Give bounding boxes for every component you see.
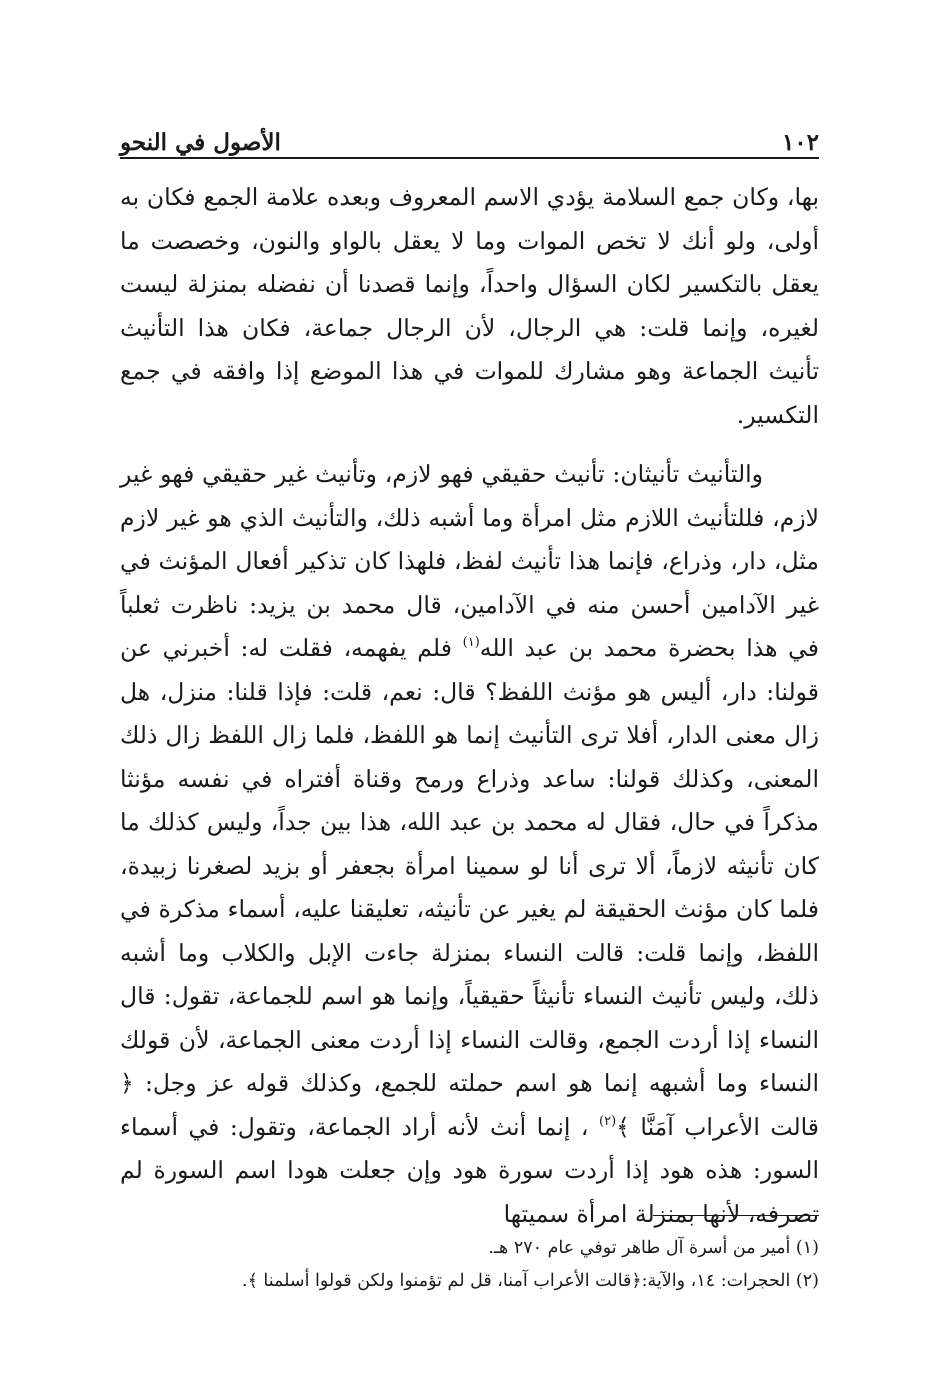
paragraph-2 — [120, 453, 819, 1236]
paragraph-2-part-1: والتأنيث تأنيثان: تأنيث حقيقي فهو لازم، وتأنيث غير حقيقي فهو غير لازم، فللتأنيث اللازم مثل امرأة وما أشبه ذلك، والتأنيث الذي هو غير لازم مثل، دار، وذراع، فإنما هذا تأنيث لفظ، فلهذا كان تذكير أفعال المؤنث في غير الآدامين أحسن منه في الآدامين، قال محمد بن يزيد: ناظرت ثعلباً في هذا بحضرة محمد بن عبد الله — [120, 460, 819, 662]
running-header — [120, 124, 819, 156]
header-divider — [120, 157, 819, 159]
paragraph-2-part-3: ، إنما أنث لأنه أراد الجماعة، وتقول: في أسماء السور: هذه هود إذا أردت سورة هود وإن جعلت هودا اسم السورة لم تصرفه، لأنها بمنزلة امرأة سميتها — [120, 1112, 819, 1228]
footnote-divider — [653, 1215, 819, 1216]
footnote-2: (٢) الحجرات: ١٤، والآية:﴿قالت الأعراب آمنا، قل لم تؤمنوا ولكن قولوا أسلمنا ﴾. — [242, 1271, 819, 1291]
paragraph-2-part-2: فلم يفهمه، فقلت له: أخبرني عن قولنا: دار، أليس هو مؤنث اللفظ؟ قال: نعم، قلت: فإذا قلنا: منزل، هل زال معنى الدار، أفلا ترى التأنيث إنما هو اللفظ، فلما زال اللفظ زال ذلك المعنى، وكذلك قولنا: ساعد وذراع ورمح وقناة أفتراه في نفسه مؤنثا مذكراً في حال، فقال له محمد بن عبد الله، هذا بين جداً، وليس كذلك ما كان تأنيثه لازماً، ألا ترى أنا لو سمينا امرأة بجعفر أو بزيد لصغرنا زبيدة، فلما كان مؤنث الحقيقة لم يغير عن تأنيثه، تعليقنا عليه، أسماء مذكرة في اللفظ، وإنما قلت: قالت النساء بمنزلة جاءت الإبل والكلاب وما أشبه ذلك، وليس تأنيث النساء تأنيثاً حقيقياً، وإنما هو اسم للجماعة، تقول: قال النساء إذا أردت الجمع، وقالت النساء إذا أردت معنى الجماعة، لأن قولك النساء وما أشبهه إنما هو اسم حملته للجمع، وكذلك قوله عز وجل: ﴿ قالت الأعراب آمَنَّا ﴾ — [120, 634, 819, 1141]
book-title: الأصول في النحو — [120, 129, 281, 156]
footnotes — [120, 1232, 819, 1298]
main-text — [120, 176, 819, 1236]
footnote-ref-2: (٢) — [599, 1113, 617, 1129]
paragraph-1: بها، وكان جمع السلامة يؤدي الاسم المعروف وبعده علامة الجمع فكان به أولى، ولو أنك لا تخص الموات وما لا يعقل بالواو والنون، وخصصت ما يعقل بالتكسير لكان السؤال واحداً، وإنما قصدنا أن نفضله بمنزلة ليست لغيره، وإنما قلت: هي الرجال، لأن الرجال جماعة، فكان هذا التأنيث تأنيث الجماعة وهو مشارك للموات في هذا الموضع إذا وافقه في جمع التكسير. — [120, 183, 819, 429]
footnote-ref-1: (١) — [462, 635, 480, 650]
footnote-1: (١) أمير من أسرة آل طاهر توفي عام ٢٧٠ هـ. — [488, 1238, 819, 1258]
page-number: ١٠٢ — [781, 129, 819, 156]
